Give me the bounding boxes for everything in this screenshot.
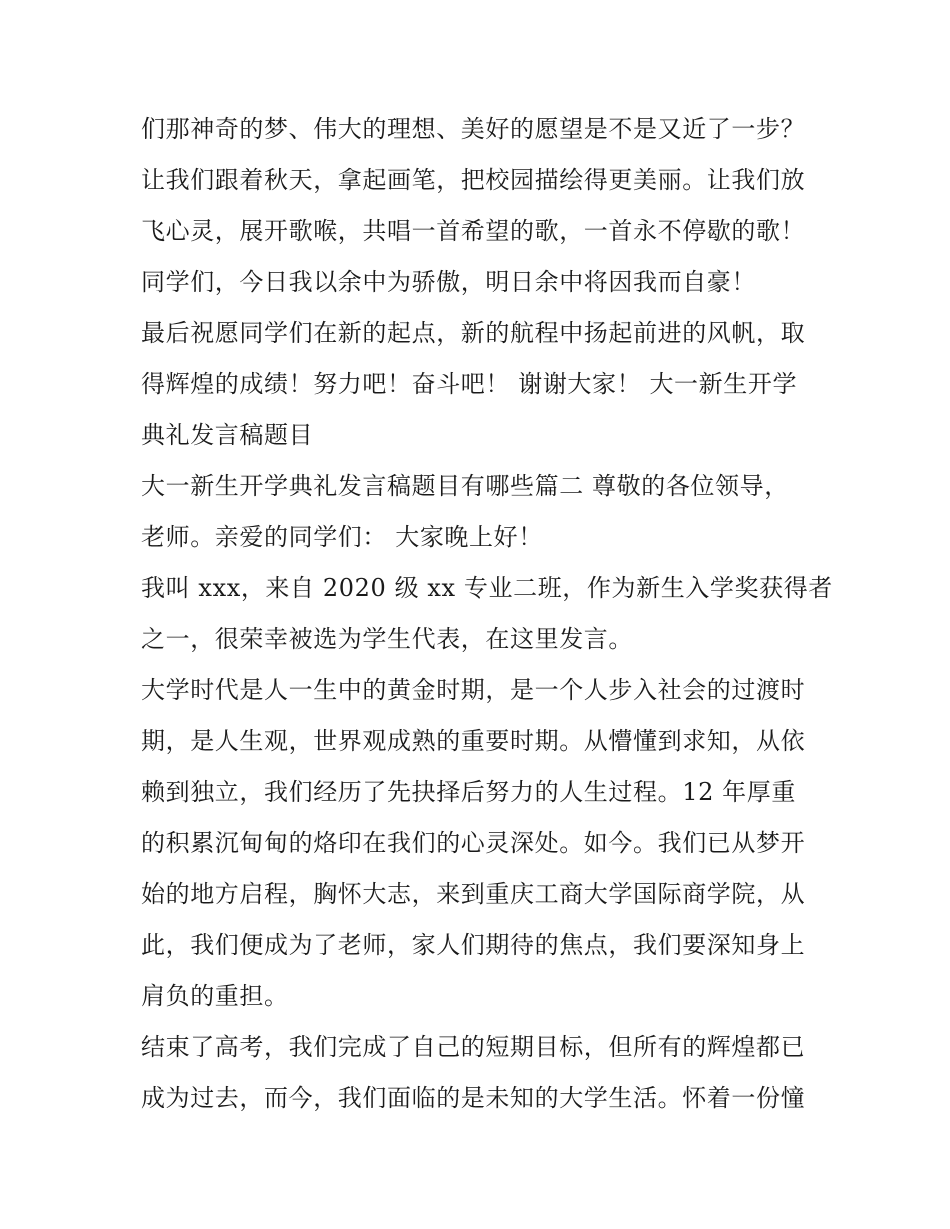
text-line: 典礼发言稿题目 [141, 421, 314, 449]
text-line: 老师。亲爱的同学们： 大家晚上好！ [141, 523, 543, 551]
text-line: 期，是人生观，世界观成熟的重要时期。从懵懂到求知，从依 [141, 727, 806, 755]
text-line: 肩负的重担。 [141, 982, 289, 1010]
text-line: 大一新生开学典礼发言稿题目有哪些篇二 尊敬的各位领导， [141, 472, 789, 500]
text-line: 此，我们便成为了老师，家人们期待的焦点，我们要深知身上 [141, 931, 806, 959]
text-line: 飞心灵，展开歌喉，共唱一首希望的歌，一首永不停歇的歌！ [141, 217, 806, 245]
text-line: 赖到独立，我们经历了先抉择后努力的人生过程。12 年厚重 [141, 778, 796, 806]
text-line: 们那神奇的梦、伟大的理想、美好的愿望是不是又近了一步？ [141, 115, 806, 143]
text-line: 成为过去，而今，我们面临的是未知的大学生活。怀着一份憧 [141, 1084, 806, 1112]
text-line: 结束了高考，我们完成了自己的短期目标，但所有的辉煌都已 [141, 1033, 806, 1061]
text-line: 的积累沉甸甸的烙印在我们的心灵深处。如今。我们已从梦开 [141, 829, 806, 857]
text-line: 得辉煌的成绩！努力吧！奋斗吧！ 谢谢大家！ 大一新生开学 [141, 370, 798, 398]
text-line: 大学时代是人一生中的黄金时期，是一个人步入社会的过渡时 [141, 676, 806, 704]
text-line: 同学们，今日我以余中为骄傲，明日余中将因我而自豪！ [141, 268, 756, 296]
text-line: 最后祝愿同学们在新的起点，新的航程中扬起前进的风帆，取 [141, 319, 806, 347]
text-line: 之一，很荣幸被选为学生代表，在这里发言。 [141, 625, 633, 653]
text-line: 我叫 xxx，来自 2020 级 xx 专业二班，作为新生入学奖获得者 [141, 574, 833, 602]
text-line: 始的地方启程，胸怀大志，来到重庆工商大学国际商学院，从 [141, 880, 806, 908]
text-line: 让我们跟着秋天，拿起画笔，把校园描绘得更美丽。让我们放 [141, 166, 806, 194]
